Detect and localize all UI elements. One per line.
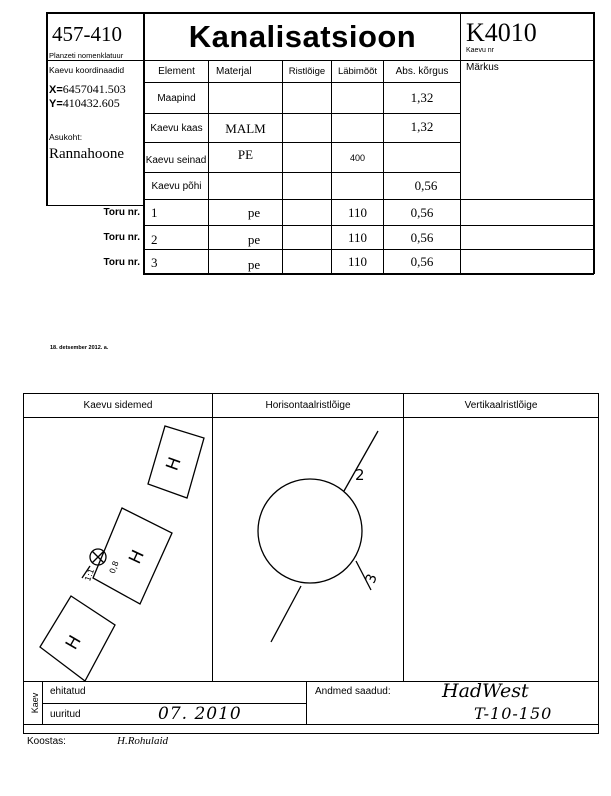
connections-sketch: [24, 418, 212, 681]
row-diameter: 400: [349, 152, 366, 163]
col-header-height: Abs. kõrgus: [395, 65, 449, 77]
data-source-value: T-10-150: [474, 704, 553, 723]
well-id: K4010: [466, 18, 537, 47]
well-caption: Kaevu nr: [466, 47, 495, 54]
col-header-section: Ristlõige: [288, 65, 326, 77]
date-note: 18. detsember 2012. a.: [50, 345, 109, 351]
col-header-element: Element: [158, 65, 195, 77]
pipe-diameter: 110: [347, 204, 368, 220]
sheet-caption: Planzeti nomenklatuur: [49, 51, 124, 60]
col-header-connections: Kaevu sidemed: [83, 400, 153, 411]
pipe-height: 0,56: [410, 204, 434, 220]
col-header-remarks: Märkus: [466, 62, 499, 73]
row-element: Maapind: [157, 92, 196, 104]
coord-x-value: 6457041.503: [62, 82, 126, 96]
row-element: Kaevu seinad: [145, 154, 207, 166]
page-title: Kanalisatsioon: [188, 19, 417, 54]
data-source-label: Andmed saadud:: [315, 686, 391, 697]
pipe-label: Toru nr.: [103, 232, 140, 243]
horizontal-section-sketch: [213, 418, 403, 681]
coord-y: [49, 94, 120, 112]
pipe-diameter: 110: [347, 229, 368, 245]
row-height: 1,32: [410, 90, 434, 105]
coord-x-label: X=: [49, 84, 63, 96]
sheet-number: 457-410: [52, 22, 122, 46]
manhole-circle: [258, 479, 362, 583]
built-label: ehitatud: [50, 686, 86, 697]
pipe-nr: 3: [151, 254, 158, 270]
col-header-material: Materjal: [216, 65, 252, 77]
pipe-material: pe: [247, 231, 261, 247]
data-source-signature: HadWest: [442, 680, 529, 702]
row-element: Kaevu põhi: [151, 180, 202, 192]
row-element: Kaevu kaas: [150, 122, 203, 134]
coords-caption: Kaevu koordinaadid: [49, 65, 125, 75]
pipe-material: pe: [247, 204, 261, 220]
sketch-label-n1: 1:1: [83, 567, 97, 583]
row-material: PE: [237, 147, 254, 162]
row-height: 1,32: [410, 119, 434, 134]
row-material: MALM: [225, 121, 266, 136]
sketch-label-h3: H: [62, 632, 86, 654]
pipe-diameter: 110: [347, 253, 368, 269]
pipe-label-2: 2: [355, 466, 365, 484]
surveyed-label: uuritud: [50, 709, 81, 720]
col-header-diameter: Läbimõõt: [337, 65, 378, 77]
pipe-label: Toru nr.: [103, 257, 140, 268]
location-label: Asukoht:: [49, 132, 83, 142]
row-height: 0,56: [414, 178, 438, 193]
coord-y-label: Y=: [49, 98, 63, 110]
sketch-label-n2: 0,8: [107, 559, 121, 575]
col-header-vertical: Vertikaalristlõige: [464, 400, 538, 411]
col-header-horizontal: Horisontaalristlõige: [265, 400, 351, 411]
coord-y-value: 410432.605: [62, 96, 120, 110]
pipe-material: pe: [247, 256, 261, 272]
location-value: Rannahoone: [49, 146, 124, 162]
sketch-label-h2: H: [125, 547, 149, 568]
kaev-label: Kaev: [30, 692, 40, 714]
surveyed-value: 07. 2010: [158, 704, 242, 724]
compiled-label: Koostas:: [27, 736, 66, 747]
compiled-value: H.Rohulaid: [117, 735, 169, 747]
pipe-nr: 1: [151, 204, 158, 220]
pipe-label: Toru nr.: [103, 207, 140, 218]
pipe-height: 0,56: [410, 229, 434, 245]
sketch-label-h1: H: [162, 454, 186, 474]
pipe-label-3: 3: [362, 571, 381, 586]
pipe-height: 0,56: [410, 253, 434, 269]
pipe-nr: 2: [151, 231, 158, 247]
